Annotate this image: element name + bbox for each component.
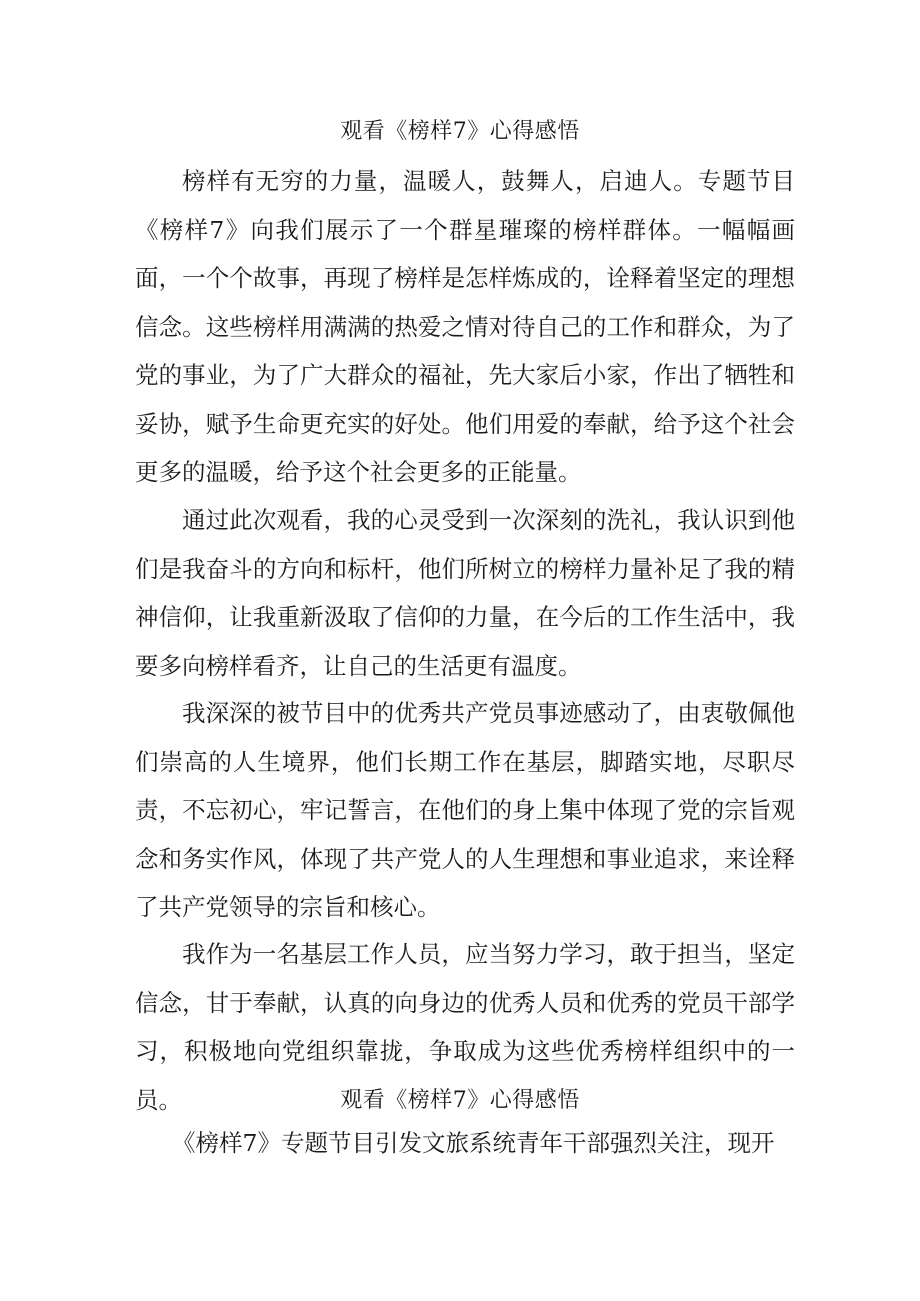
paragraph-2: 通过此次观看，我的心灵受到一次深刻的洗礼，我认识到他们是我奋斗的方向和标杆，他们所树立的榜样力量补足了我的精神信仰，让我重新汲取了信仰的力量，在今后的工作生活中，我要多向榜样看齐，让自己的生活更有温度。 [135,506,795,680]
paragraph-3: 我深深的被节目中的优秀共产党员事迹感动了，由衷敬佩他们崇高的人生境界，他们长期工作在基层，脚踏实地，尽职尽责，不忘初心，牢记誓言，在他们的身上集中体现了党的宗旨观念和务实作风，体现了共产党人的人生理想和事业追求，来诠释了共产党领导的宗旨和核心。 [135,699,795,921]
paragraph-1: 榜样有无穷的力量，温暖人，鼓舞人，启迪人。专题节目《榜样7》向我们展示了一个群星璀璨的榜样群体。一幅幅画面，一个个故事，再现了榜样是怎样炼成的，诠释着坚定的理想信念。这些榜样用满满的热爱之情对待自己的工作和群众，为了党的事业，为了广大群众的福祉，先大家后小家，作出了牺牲和妥协，赋予生命更充实的好处。他们用爱的奉献，给予这个社会更多的温暖，给予这个社会更多的正能量。 [135,167,795,486]
paragraph-4: 我作为一名基层工作人员，应当努力学习，敢于担当，坚定信念，甘于奉献，认真的向身边的优秀人员和优秀的党员干部学习，积极地向党组织靠拢，争取成为这些优秀榜样组织中的一员。 [135,940,795,1114]
second-paragraph-1: 《榜样7》专题节目引发文旅系统青年干部强烈关注，现开 [172,1129,775,1157]
document-title: 观看《榜样7》心得感悟 [340,119,580,144]
second-document-title: 观看《榜样7》心得感悟 [340,1088,580,1113]
